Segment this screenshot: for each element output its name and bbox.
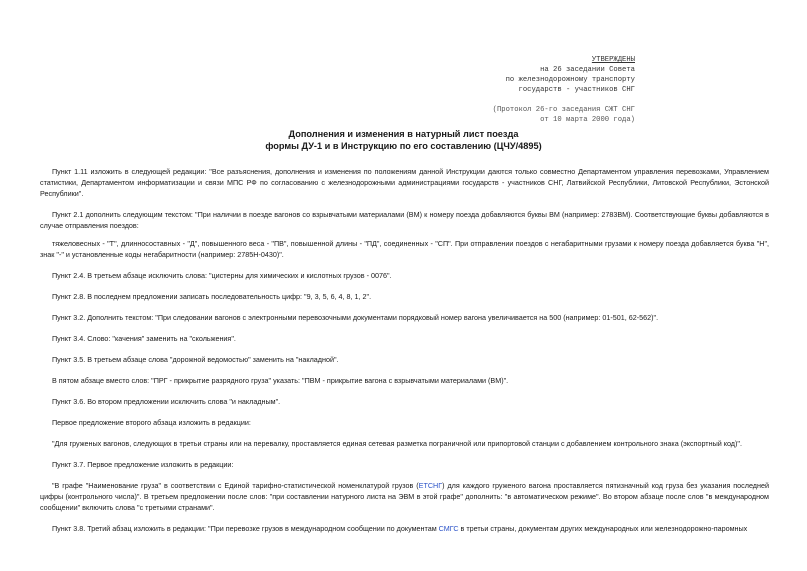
approval-protocol-date: от 10 марта 2000 года) [540, 116, 635, 124]
approval-line: государств - участников СНГ [518, 86, 635, 94]
paragraph: Пункт 3.6. Во втором предложении исключить слова "и накладным". [52, 397, 281, 406]
paragraph: Пункт 3.5. В третьем абзаце слова "дорожной ведомостью" заменить на "накладной". [52, 355, 339, 364]
document-body [40, 166, 769, 544]
approval-line: на 26 заседании Совета [540, 66, 635, 74]
paragraph: Первое предложение второго абзаца изложить в редакции: [52, 418, 251, 427]
paragraph: Пункт 3.2. Дополнить текстом: "При следовании вагонов с электронными перевозочными документами порядковый номер вагона увеличивается на 500 (например: 01-501, 62-562)". [52, 313, 659, 322]
approval-line: по железнодорожному транспорту [505, 76, 635, 84]
approval-heading: УТВЕРЖДЕНЫ [591, 56, 635, 64]
paragraph: Пункт 1.11 изложить в следующей редакции: "Все разъяснения, дополнения и изменения по положениям данной Инструкции даются только совместно Департаментом управления перевозками, Управлением статистики, Департаментом информатизации и связи МПС РФ по согласованию с железнодорожными администрациями государств - участников СНГ, Латвийской Республики, Литовской Республики, Эстонской Республики". [40, 167, 769, 198]
paragraph: Пункт 2.1 дополнить следующим текстом: "При наличии в поезде вагонов со взрывчатыми материалами (ВМ) к номеру поезда добавляются буквы ВМ (например: 2783ВМ). Соответствующие буквы добавляются в случае отправления поездов: [40, 210, 769, 230]
paragraph: Пункт 2.8. В последнем предложении записать последовательность цифр: "9, 3, 5, 6, 4, 8, 1, 2". [52, 292, 372, 301]
approval-protocol: (Протокол 26-го заседания СЖТ СНГ [492, 106, 635, 114]
paragraph: Пункт 3.7. Первое предложение изложить в редакции: [52, 460, 234, 469]
paragraph: Пункт 3.4. Слово: "качения" заменить на "скольжения". [52, 334, 236, 343]
paragraph-smgs: Пункт 3.8. Третий абзац изложить в редакции: "При перевозке грузов в международном сообщении по документам СМГС в третьи страны, документам других международных или железнодорожно-паромных [52, 524, 748, 533]
title-line-1: Дополнения и изменения в натурный лист поезда [288, 129, 519, 139]
paragraph-etsng: "В графе "Наименование груза" в соответствии с Единой тарифно-статистической номенклатурой грузов (ЕТСНГ) для каждого груженого вагона проставляется пятизначный код груза без указания последней цифры (контрольного числа)". В третьем предложении после слов: "при составлении натурного листа на ЭВМ в этой графе" дополнить: "в автоматическом режиме". Во втором абзаце после слов "в международном сообщении" включить слова "с третьими странами". [40, 481, 769, 512]
document-title [0, 128, 807, 152]
smgs-link[interactable]: СМГС [438, 524, 459, 533]
paragraph: "Для груженых вагонов, следующих в третьи страны или на перевалку, проставляется единая сетевая разметка пограничной или припортовой станции с добавлением контрольного знака (экспортный код)". [52, 439, 742, 448]
title-line-2: формы ДУ-1 и в Инструкцию по его составлению (ЦЧУ/4895) [265, 141, 542, 151]
approval-block [493, 55, 635, 125]
etsng-link[interactable]: ЕТСНГ [418, 481, 443, 490]
paragraph: тяжеловесных - "Т", длинносоставных - "Д", повышенного веса - "ПВ", повышенной длины - "ПД", соединенных - "СП". При отправлении поездов с негабаритными грузами к номеру поезда добавляется буква "Н", знак "-" и установленные коды негабаритности (например: 2785Н-0430)". [40, 239, 769, 259]
paragraph: В пятом абзаце вместо слов: "ПРГ - прикрытие разрядного груза" указать: "ПВМ - прикрытие вагона с взрывчатыми материалами (ВМ)". [52, 376, 509, 385]
paragraph: Пункт 2.4. В третьем абзаце исключить слова: "цистерны для химических и кислотных грузов - 0076". [52, 271, 392, 280]
